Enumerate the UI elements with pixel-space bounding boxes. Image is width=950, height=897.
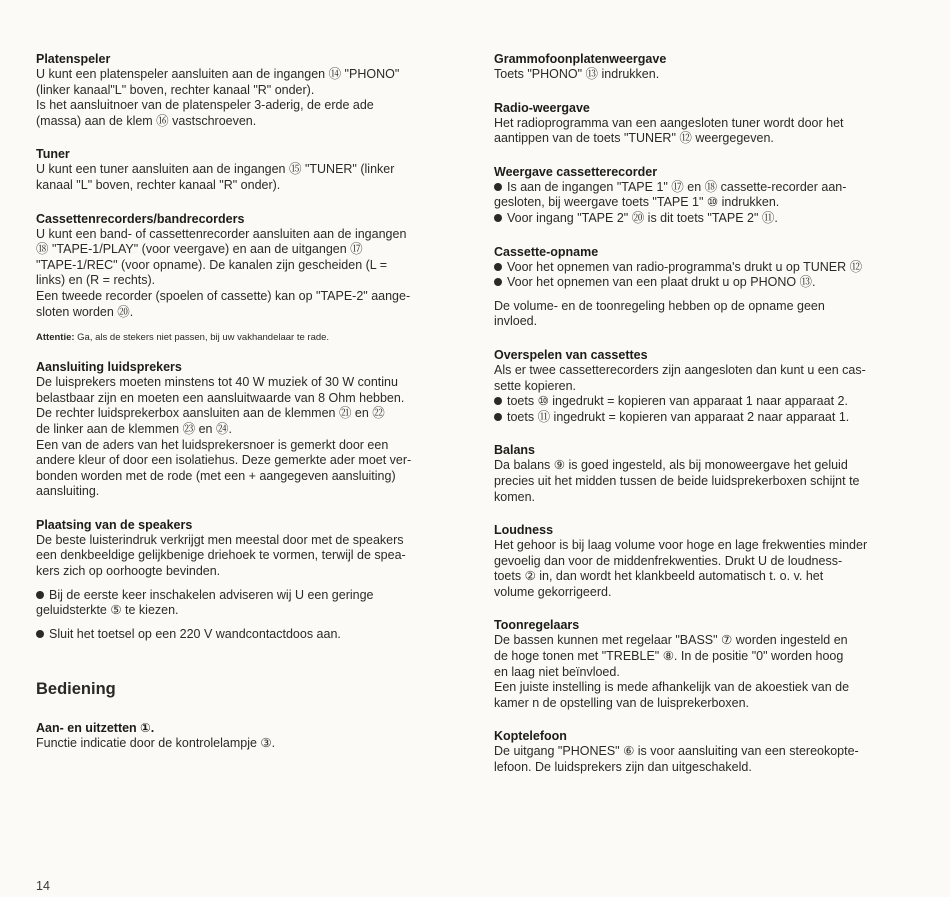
heading-aan-uitzetten: Aan- en uitzetten ①. [36,721,155,736]
text-line: De luisprekers moeten minstens tot 40 W muziek of 30 W continu [36,375,398,390]
text-line: Het radioprogramma van een aangesloten tuner wordt door het [494,115,844,130]
bullet-dot-icon [36,591,44,599]
bullet-item [494,211,914,227]
right-column [494,52,914,794]
section-grammofoon [494,52,914,83]
text-line: gevoelig dan voor de middenfrekwenties. Drukt U de loudness- [494,553,843,568]
text-line: Functie indicatie door de kontrolelampje ③. [36,736,276,751]
text-line: invloed. [494,314,538,329]
bullet-text: toets ⑪ ingedrukt = kopieren van apparaat 2 naar apparaat 1. [507,409,850,424]
section-tuner [36,147,454,193]
text-line: "TAPE-1/REC" (voor opname). De kanalen zijn gescheiden (L = [36,257,388,272]
text-line: ⑱ "TAPE-1/PLAY" (voor veergave) en aan de uitgangen ⑰ [36,242,363,257]
text-line: precies uit het midden tussen de beide luidsprekerboxen schijnt te [494,473,860,488]
bullet-item [494,275,914,291]
section-weergave-cassetterecorder [494,165,914,227]
text-line: Da balans ⑨ is goed ingesteld, als bij monoweergave het geluid [494,458,848,473]
text-line: aantippen van de toets "TUNER" ⑫ weergegeven. [494,131,774,146]
bullet-item [494,410,914,426]
spacer [36,580,454,588]
text-line: kers zich op oorhoogte bevinden. [36,564,221,579]
attention-note [36,332,454,344]
text-line: De beste luisterindruk verkrijgt men meestal door met de speakers [36,532,404,547]
heading-aansluiting-luidsprekers: Aansluiting luidsprekers [36,360,182,375]
text-line: links) en (R = rechts). [36,273,156,288]
heading-cassette-opname: Cassette-opname [494,244,599,259]
bullet-item [36,627,454,643]
left-column [36,52,454,770]
attention-label: Attentie: [36,332,75,344]
section-radio [494,101,914,147]
heading-cassettenrecorders: Cassettenrecorders/bandrecorders [36,211,245,226]
bullet-dot-icon [494,278,502,286]
heading-platenspeler: Platenspeler [36,52,111,66]
text-line: bonden worden met de rode (met een + aangegeven aansluiting) [36,468,396,483]
bullet-dot-icon [494,214,502,222]
heading-radio: Radio-weergave [494,100,590,115]
text-line: Een juiste instelling is mede afhankelijk van de akoestiek van de [494,680,850,695]
text-line: belastbaar zijn en moeten een aansluitwaarde van 8 Ohm hebben. [36,390,405,405]
heading-koptelefoon: Koptelefoon [494,729,567,744]
text-line: De bassen kunnen met regelaar "BASS" ⑦ worden ingesteld en [494,633,848,648]
text-line: Een van de aders van het luidsprekersnoer is gemerkt door een [36,437,389,452]
heading-tuner: Tuner [36,147,70,162]
section-balans [494,443,914,505]
text-line: U kunt een tuner aansluiten aan de ingangen ⑮ "TUNER" (linker [36,162,395,177]
text-line: U kunt een band- of cassettenrecorder aansluiten aan de ingangen [36,226,407,241]
text-line: Als er twee cassetterecorders zijn aangesloten dan kunt u een cas- [494,362,866,377]
heading-balans: Balans [494,443,535,458]
section-cassette-opname [494,245,914,330]
text-line: lefoon. De luidsprekers zijn dan uitgeschakeld. [494,760,752,775]
text-line: volume gekorrigeerd. [494,584,612,599]
section-platenspeler [36,52,454,129]
bullet-text: Voor het opnemen van radio-programma's drukt u op TUNER ⑫ [507,259,863,274]
page-number: 14 [36,879,50,893]
text-line: De uitgang "PHONES" ⑥ is voor aansluiting van een stereokopte- [494,744,859,759]
bullet-dot-icon [494,413,502,421]
section-aan-uitzetten [36,721,454,752]
text-line: Is het aansluitnoer van de platenspeler 3-aderig, de erde ade [36,98,374,113]
section-cassettenrecorders [36,212,454,321]
spacer [36,619,454,627]
text-line: kanaal "L" boven, rechter kanaal "R" onder). [36,177,281,192]
text-line: Het gehoor is bij laag volume voor hoge en lage frekwenties minder [494,538,868,553]
section-toonregelaars [494,618,914,711]
bullet-continuation: geluidsterkte ⑤ te kiezen. [36,603,179,618]
text-line: sloten worden ⑳. [36,304,134,319]
heading-weergave-cassetterecorder: Weergave cassetterecorder [494,164,658,179]
text-line: De volume- en de toonregeling hebben op de opname geen [494,298,825,313]
spacer [494,291,914,299]
text-line: aansluiting. [36,484,100,499]
bullet-item [36,588,454,604]
text-line: Een tweede recorder (spoelen of cassette) kan op "TAPE-2" aange- [36,288,411,303]
text-line: sette kopieren. [494,378,576,393]
bullet-item [494,180,914,196]
bullet-text: Voor ingang "TAPE 2" ⑳ is dit toets "TAPE 2" ⑪. [507,210,778,225]
bullet-item [494,394,914,410]
heading-overspelen: Overspelen van cassettes [494,347,648,362]
bullet-text: Sluit het toetsel op een 220 V wandcontactdoos aan. [49,626,341,641]
bullet-dot-icon [494,263,502,271]
section-loudness [494,523,914,600]
section-overspelen [494,348,914,425]
text-line: de hoge tonen met "TREBLE" ⑧. In de positie "0" worden hoog [494,649,844,664]
text-line: (massa) aan de klem ⑯ vastschroeven. [36,113,257,128]
text-line: toets ② in, dan wordt het klankbeeld automatisch t. o. v. het [494,569,824,584]
heading-bediening: Bediening [36,680,116,699]
section-plaatsing-speakers [36,518,454,643]
bullet-dot-icon [494,183,502,191]
heading-grammofoon: Grammofoonplatenweergave [494,52,667,66]
bullet-text: Voor het opnemen van een plaat drukt u op PHONO ⑬. [507,275,816,290]
bullet-text: Bij de eerste keer inschakelen adviseren wij U een geringe [49,587,374,602]
text-line: De rechter luidsprekerbox aansluiten aan de klemmen ㉑ en ㉒ [36,406,385,421]
bullet-text: Is aan de ingangen "TAPE 1" ⑰ en ⑱ cassette-recorder aan- [507,179,847,194]
section-aansluiting-luidsprekers [36,360,454,500]
text-line: kamer n de opstelling van de luisprekerboxen. [494,695,750,710]
heading-loudness: Loudness [494,523,554,538]
text-line: U kunt een platenspeler aansluiten aan de ingangen ⑭ "PHONO" [36,67,400,81]
bullet-text: toets ⑩ ingedrukt = kopieren van apparaat 1 naar apparaat 2. [507,394,848,409]
bullet-dot-icon [36,630,44,638]
text-line: een denkbeeldige gelijkbenige driehoek te vormen, terwijl de spea- [36,548,406,563]
bullet-dot-icon [494,397,502,405]
section-koptelefoon [494,729,914,775]
text-line: komen. [494,489,535,504]
text-line: Toets "PHONO" ⑬ indrukken. [494,67,660,81]
text-line: andere kleur of door een isolatiehus. Deze gemerkte ader moet ver- [36,453,412,468]
attention-text: Ga, als de stekers niet passen, bij uw vakhandelaar te rade. [74,332,330,344]
text-line: en laag niet beïnvloed. [494,664,620,679]
bullet-item [494,260,914,276]
bullet-continuation: gesloten, bij weergave toets "TAPE 1" ⑩ indrukken. [494,195,780,210]
text-line: (linker kanaal"L" boven, rechter kanaal "R" onder). [36,82,315,97]
text-line: de linker aan de klemmen ㉓ en ㉔. [36,421,232,436]
heading-toonregelaars: Toonregelaars [494,618,580,633]
heading-plaatsing-speakers: Plaatsing van de speakers [36,517,193,532]
